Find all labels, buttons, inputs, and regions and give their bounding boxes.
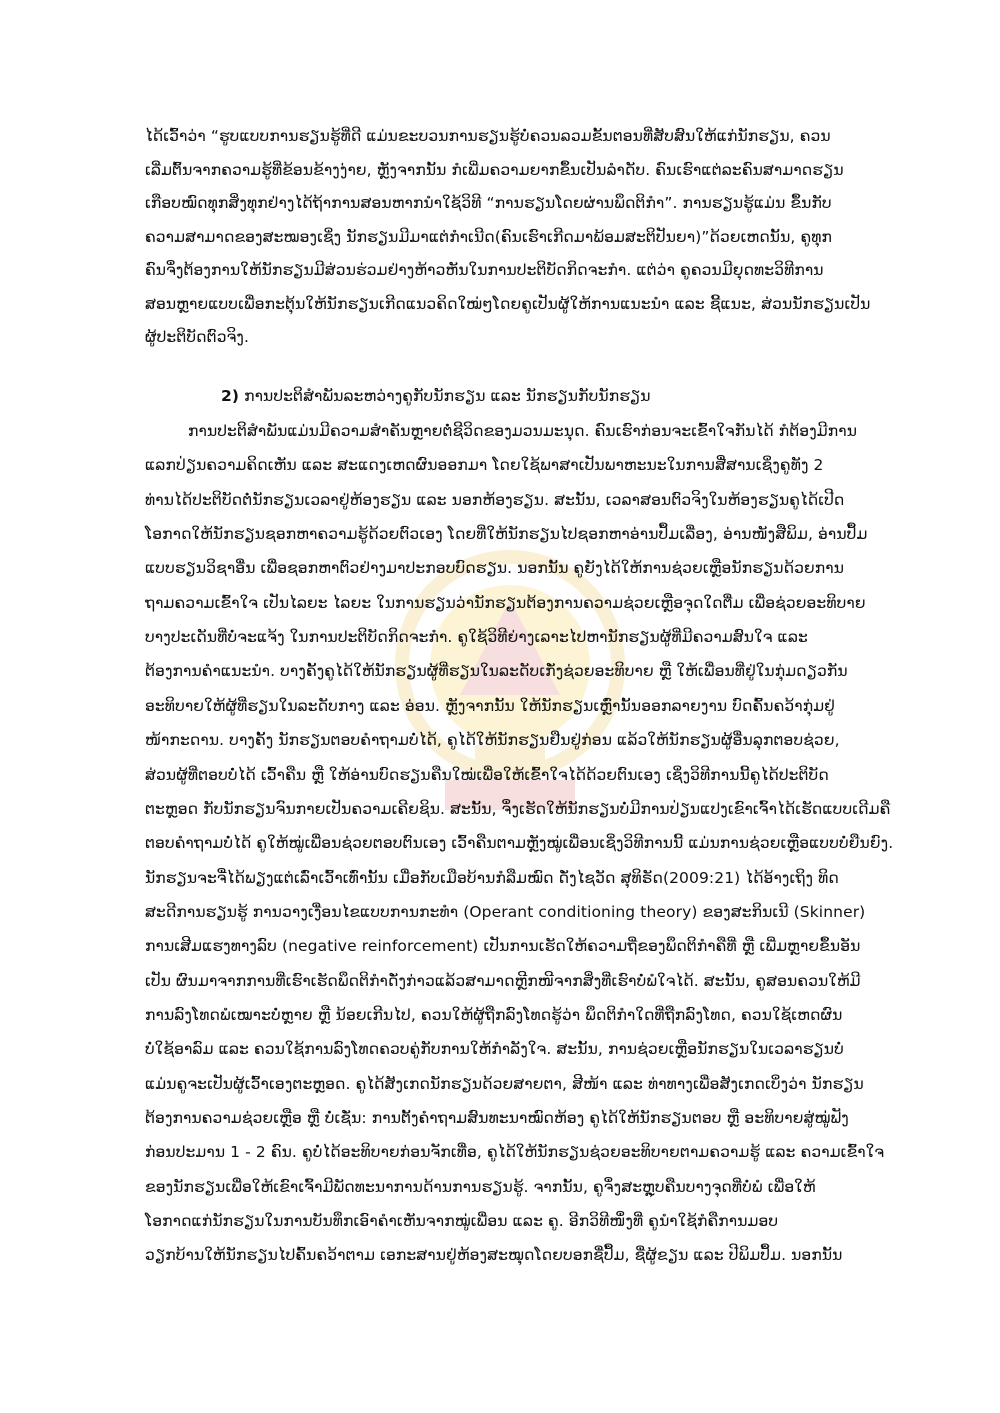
text-line: ທ່ານໄດ້ປະຕິບັດຕໍ່ນັກຮຽນເວລາຢູ່ຫ້ອງຮຽນ ແລະ ນອກຫ້ອງຮຽນ. ສະນັ້ນ, ເວລາສອນຕົວຈິງໃນຫ້ອງຮຽນຄູໄດ້ເປີດ bbox=[145, 490, 845, 509]
text-line: ໜ້າກະດານ. ບາງຄັ້ງ ນັກຮຽນຕອບຄຳຖາມບໍ່ໄດ້, ຄູໄດ້ໃຫ້ນັກຮຽນຢືນຢູ່ກ່ອນ ແລ້ວໃຫ້ນັກຮຽນຜູ້ອື່ນລຸກຕອບຊ່ວຍ, bbox=[145, 731, 840, 750]
text-line: ຕະຫຼອດ ກັບນັກຮຽນຈົນກາຍເປັນຄວາມເຄີຍຊິນ. ສະນັ້ນ, ຈຶ່ງເຮັດໃຫ້ນັກຮຽນບໍ່ມີການປ່ຽນແປງເຂົາເຈົ້າໄດ້ເຮັດແບບເດີມຄື bbox=[145, 799, 891, 818]
text-line: ແມ່ນຄູຈະເປັນຜູ້ເວົ້າເອງຕະຫຼອດ. ຄູໄດ້ສັງເກດນັກຮຽນດ້ວຍສາຍຕາ, ສີໜ້າ ແລະ ທ່າທາງເພື່ອສັງເກດເບິ່ງວ່າ ນັກຮຽນ bbox=[145, 1074, 864, 1093]
section-heading-number: 2) bbox=[221, 387, 240, 405]
text-line: ກ່ອນປະມານ 1 - 2 ຄົນ. ຄູບໍ່ໄດ້ອະທິບາຍກ່ອນຈັກເທື່ອ, ຄູໄດ້ໃຫ້ນັກຮຽນຊ່ວຍອະທິບາຍຕາມຄວາມຮູ້ ແລະ ຄວາມເຂົ້າໃຈ bbox=[145, 1143, 885, 1162]
text-line: ຕ້ອງການຄຳແນະນຳ. ບາງຄັ້ງຄູໄດ້ໃຫ້ນັກຮຽນຜູ້ທີ່ຮຽນໃນລະດັບເກັ່ງຊ່ວຍອະທິບາຍ ຫຼື ໃຫ້ເພື່ອນທີ່ຢູ່ໃນກຸ່ມດຽວກັນ bbox=[145, 662, 848, 681]
text-line: ເກືອບໝົດທຸກສິ່ງທຸກຢ່າງໄດ້ຖ້າການສອນຫາກນຳໃຊ້ວິທີ “ການຮຽນໂດຍຜ່ານພຶດຕິກຳ”. ການຮຽນຮູ້ແມ່ນ ຂຶ້ນກັບ bbox=[145, 194, 832, 212]
text-line: ບໍ່ໃຊ້ອາລົມ ແລະ ຄວນໃຊ້ການລົງໂທດຄວບຄູ່ກັບການໃຫ້ກຳລັງໃຈ. ສະນັ້ນ, ການຊ່ວຍເຫຼືອນັກຮຽນໃນເວລາຮຽນບໍ່ bbox=[145, 1040, 844, 1059]
text-line: ເປັນ ຜົນມາຈາກການທີ່ເຮົາເຮັດພຶດຕິກຳດັ່ງກ່າວແລ້ວສາມາດຫຼີກໜີຈາກສິ່ງທີ່ເຮົາບໍ່ພໍໃຈໄດ້. ສະນັ້ນ, ຄູສອນຄວນໃຫ້ມີ bbox=[145, 971, 861, 990]
text-line: ເລີ່ມຕົ້ນຈາກຄວາມຮູ້ທີ່ຂ້ອນຂ້າງງ່າຍ, ຫຼັງຈາກນັ້ນ ກໍເພີ່ມຄວາມຍາກຂຶ້ນເປັນລຳດັບ. ຄົນເຮົາແຕ່ລະຄົນສາມາດຮຽນ bbox=[145, 160, 844, 179]
text-line: ໄດ້ເວົ້າວ່າ “ຮູບແບບການຮຽນຮູ້ທີ່ດີ ແມ່ນຂະບວນການຮຽນຮູ້ບໍ່ຄວນລວມຂັ້ນຕອນທີ່ສັບສົນໃຫ້ແກ່ນັກຮຽນ, ຄວນ bbox=[145, 127, 831, 145]
text-line: ນັກຮຽນຈະຈື່ໄດ້ພຽງແຕ່ເລົ່າເວົ້າເທົ່ານັ້ນ ເມື່ອກັບເມືອບ້ານກໍລືມໝົດ ດັ່ງໄຊວັດ ສຸທິຣັດ(2009:21) ໄດ້ອ້າງເຖິງ ທິດ bbox=[145, 868, 839, 887]
text-line: ບາງປະເດັນທີ່ບໍ່ຈະແຈ້ງ ໃນການປະຕິບັດກິດຈະກຳ. ຄູໃຊ້ວິທີຍ່າງເລາະໄປຫານັກຮຽນຜູ້ທີ່ມີຄວາມສົນໃຈ ແລະ bbox=[145, 628, 808, 647]
text-line: ໂອກາດແກ່ນັກຮຽນໃນການບັນທຶກເອົາຄຳເຫັນຈາກໝູ່ເພື່ອນ ແລະ ຄູ. ອີກວິທີໜຶ່ງທີ່ ຄູນຳໃຊ້ກໍຄືການມອບ bbox=[145, 1212, 779, 1231]
text-line: ສອນຫຼາຍແບບເພື່ອກະຕຸ້ນໃຫ້ນັກຮຽນເກີດແນວຄິດໃໝ່ໆໂດຍຄູເປັນຜູ້ໃຫ້ການແນະນຳ ແລະ ຊີ້ແນະ, ສ່ວນນັກຮຽນເປັນ bbox=[145, 294, 871, 313]
text-line: ການເສີມແຮງທາງລົບ (negative reinforcement) ເປັນການເຮັດໃຫ້ຄວາມຖີ່ຂອງພຶດຕິກຳຄືທີ່ ຫຼື ເພີ່ມຫຼາຍຂຶ້ນອັນ bbox=[145, 937, 861, 956]
text-line: ວຽກບ້ານໃຫ້ນັກຮຽນໄປຄົ້ນຄວ້າຕາມ ເອກະສານຢູ່ຫ້ອງສະໝຸດໂດຍບອກຊື່ປຶ້ມ, ຊື່ຜູ້ຂຽນ ແລະ ປີພິມປຶ້ມ. ນອກນັ້ນ bbox=[145, 1246, 843, 1265]
text-line: ຂອງນັກຮຽນເພື່ອໃຫ້ເຂົາເຈົ້າມີພັດທະນາການດ້ານການຮຽນຮູ້. ຈາກນັ້ນ, ຄູຈຶ່ງສະຫຼຸບຄືນບາງຈຸດທີ່ບໍ່ພໍ ເພື່ອໃຫ້ bbox=[145, 1177, 816, 1196]
text-line: ສະດີການຮຽນຮູ້ ການວາງເງື່ອນໄຂແບບການກະທຳ (Operant conditioning theory) ຂອງສະກິນເນີ (Skinner) bbox=[145, 902, 866, 921]
text-line: ແລກປ່ຽນຄວາມຄິດເຫັນ ແລະ ສະແດງເຫດຜົນອອກມາ ໂດຍໃຊ້ພາສາເປັນພາຫະນະໃນການສື່ສານເຊິ່ງຄູທັງ 2 bbox=[145, 456, 824, 475]
text-line: ແບບຮຽນວິຊາອື່ນ ເພື່ອຊອກຫາຕົວຢ່າງມາປະກອບບົດຮຽນ. ນອກນັ້ນ ຄູຍັງໄດ້ໃຫ້ການຊ່ວຍເຫຼືອນັກຮຽນດ້ວຍການ bbox=[145, 559, 845, 578]
section-heading bbox=[221, 381, 651, 411]
text-line: ຄວາມສາມາດຂອງສະໝອງເຊິ່ງ ນັກຮຽນມີມາແຕ່ກຳເນີດ(ຄົນເຮົາເກີດມາພ້ອມສະຕິປັນຍາ)”ດ້ວຍເຫດນັ້ນ, ຄູທຸກ bbox=[145, 227, 832, 246]
text-line: ຜູ້ປະຕິບັດຕົວຈິງ. bbox=[145, 328, 250, 346]
text-line: ໂອກາດໃຫ້ນັກຮຽນຊອກຫາຄວາມຮູ້ດ້ວຍຕົວເອງ ໂດຍທີ່ໃຫ້ນັກຮຽນໄປຊອກຫາອ່ານປຶ້ມເລື່ອງ, ອ່ານໜັງສືພິມ, ອ່ານປຶ້ມ bbox=[145, 525, 868, 544]
text-line: ຄົນຈຶ່ງຕ້ອງການໃຫ້ນັກຮຽນມີສ່ວນຮ່ວມຢ່າງຫ້າວຫັນໃນການປະຕິບັດກິດຈະກຳ. ແຕ່ວ່າ ຄູຄວນມີຍຸດທະວິທີການ bbox=[145, 261, 824, 279]
text-line: ຖາມຄວາມເຂົ້າໃຈ ເປັນໄລຍະ ໄລຍະ ໃນການຮຽນວ່ານັກຮຽນຕ້ອງການຄວາມຊ່ວຍເຫຼືອຈຸດໃດຕື່ມ ເພື່ອຊ່ວຍອະທິບາຍ bbox=[145, 593, 866, 612]
text-line: ສ່ວນຜູ້ທີ່ຕອບບໍ່ໄດ້ ເວົ້າຄືນ ຫຼື ໃຫ້ອ່ານບົດຮຽນຄືນໃໝ່ເພື່ອໃຫ້ເຂົ້າໃຈໄດ້ດ້ວຍຕົນເອງ ເຊິ່ງວິທີການນີ້ຄູໄດ້ປະຕິບັດ bbox=[145, 765, 829, 784]
text-line: ຕອບຄຳຖາມບໍ່ໄດ້ ຄູໃຫ້ໝູ່ເພື່ອນຊ່ວຍຕອບຕົນເອງ ເວົ້າຄືນຕາມຫຼັງໝູ່ເພື່ອນເຊິ່ງວິທີການນີ້ ແມ່ນການຊ່ວຍເຫຼືອແບບບໍ່ຍືນຍົງ. bbox=[145, 834, 894, 853]
text-line: ຕ້ອງການຄວາມຊ່ວຍເຫຼືອ ຫຼື ບໍ່ເຊັ່ນ: ການຕັ້ງຄຳຖາມສົນທະນາໝົດຫ້ອງ ຄູໄດ້ໃຫ້ນັກຮຽນຕອບ ຫຼື ອະທິບາຍສູ່ໝູ່ຟັງ bbox=[145, 1109, 849, 1127]
section-heading-text: ການປະຕິສຳພັນລະຫວ່າງຄູກັບນັກຮຽນ ແລະ ນັກຮຽນກັບນັກຮຽນ bbox=[244, 387, 651, 405]
text-line: ການປະຕິສຳພັນແມ່ນມີຄວາມສຳຄັນຫຼາຍຕໍ່ຊີວິດຂອງມວນມະນຸດ. ຄົນເຮົາກ່ອນຈະເຂົ້າໃຈກັນໄດ້ ກໍຕ້ອງມີການ bbox=[188, 422, 858, 440]
text-line: ການລົງໂທດພໍເໝາະບໍ່ຫຼາຍ ຫຼື ນ້ອຍເກີນໄປ, ຄວນໃຫ້ຜູ້ຖືກລົງໂທດຮູ້ວ່າ ພຶດຕິກຳໃດທີ່ຖືກລົງໂທດ, ຄວນໃຊ້ເຫດຜົນ bbox=[145, 1005, 843, 1024]
text-line: ອະທິບາຍໃຫ້ຜູ້ທີ່ຮຽນໃນລະດັບກາງ ແລະ ອ່ອນ. ຫຼັງຈາກນັ້ນ ໃຫ້ນັກຮຽນເຫຼົ່ານັ້ນອອກລາຍງານ ບົດຄົ້ນຄວ້າກຸ່ມຢູ່ bbox=[145, 696, 835, 715]
